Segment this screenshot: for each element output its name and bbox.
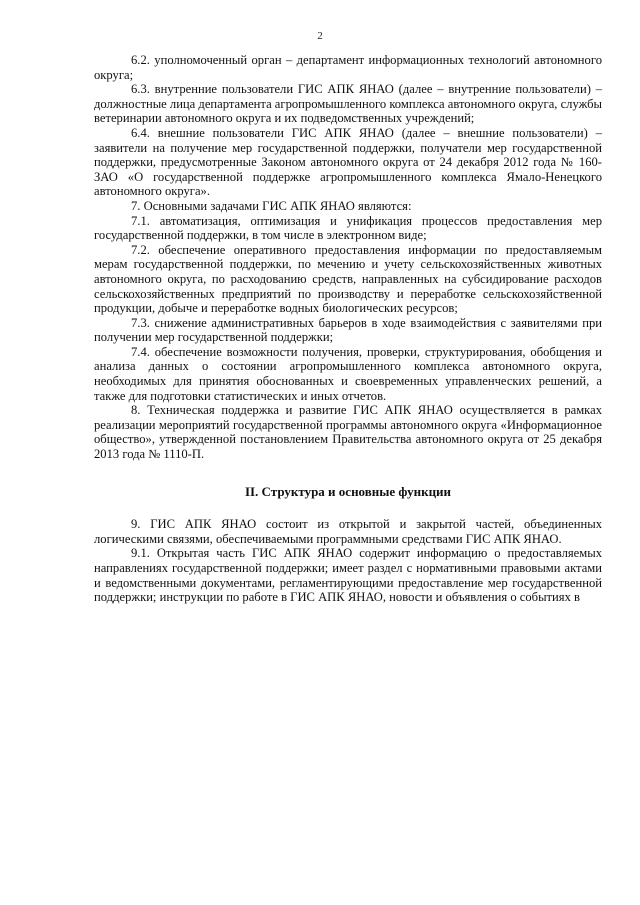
paragraph-6-3: 6.3. внутренние пользователи ГИС АПК ЯНАО (далее – внутренние пользователи) – должностные лица департамента агропромышленного комплекса автономного округа, службы ветеринарии автономного округа и их подведомственных учреждений; (94, 82, 602, 126)
paragraph-9: 9. ГИС АПК ЯНАО состоит из открытой и закрытой частей, объединенных логическими связями, обеспечиваемыми программными средствами ГИС АПК ЯНАО. (94, 517, 602, 546)
paragraph-9-1: 9.1. Открытая часть ГИС АПК ЯНАО содержит информацию о предоставляемых направлениях государственной поддержки; имеет раздел с нормативными правовыми актами и ведомственными документами, регламентирующими предоставление мер государственной поддержки; инструкции по работе в ГИС АПК ЯНАО, новости и объявления о событиях в (94, 546, 602, 605)
paragraph-6-2: 6.2. уполномоченный орган – департамент информационных технологий автономного округа; (94, 53, 602, 82)
paragraph-6-4: 6.4. внешние пользователи ГИС АПК ЯНАО (далее – внешние пользователи) – заявители на получение мер государственной поддержки, получатели мер государственной поддержки, предусмотренные Законом автономного округа от 24 декабря 2012 года № 160-ЗАО «О государственной поддержке агропромышленного комплекса Ямало-Ненецкого автономного округа». (94, 125, 602, 199)
paragraph-8: 8. Техническая поддержка и развитие ГИС АПК ЯНАО осуществляется в рамках реализации мероприятий государственной программы автономного округа «Информационное общество», утвержденной постановлением Правительства автономного округа от 25 декабря 2013 года № 1110-П. (94, 403, 602, 462)
paragraph-7-3: 7.3. снижение административных барьеров в ходе взаимодействия с заявителями при получении мер государственной поддержки; (94, 315, 602, 345)
paragraph-7: 7. Основными задачами ГИС АПК ЯНАО являются: (131, 198, 412, 213)
paragraph-7-4: 7.4. обеспечение возможности получения, проверки, структурирования, обобщения и анализа данных о состоянии агропромышленного комплекса автономного округа, необходимых для принятия обоснованных и своевременных управленческих решений, а также для подготовки статистических и иных отчетов. (94, 344, 602, 403)
paragraph-7-1: 7.1. автоматизация, оптимизация и унификация процессов предоставления мер государственной поддержки, в том числе в электронном виде; (94, 213, 602, 243)
page-number: 2 (317, 30, 323, 42)
paragraph-7-2: 7.2. обеспечение оперативного предоставления информации по предоставляемым мерам государственной поддержки, по мечению и учету сельскохозяйственных животных автономного округа, по расходованию средств, направленных на субсидирование расходов сельскохозяйственных предприятий по производству и переработке сельскохозяйственной продукции, добыче и переработке водных биологических ресурсов; (94, 242, 602, 316)
section-heading: II. Структура и основные функции (244, 483, 452, 499)
document-body (94, 53, 602, 605)
